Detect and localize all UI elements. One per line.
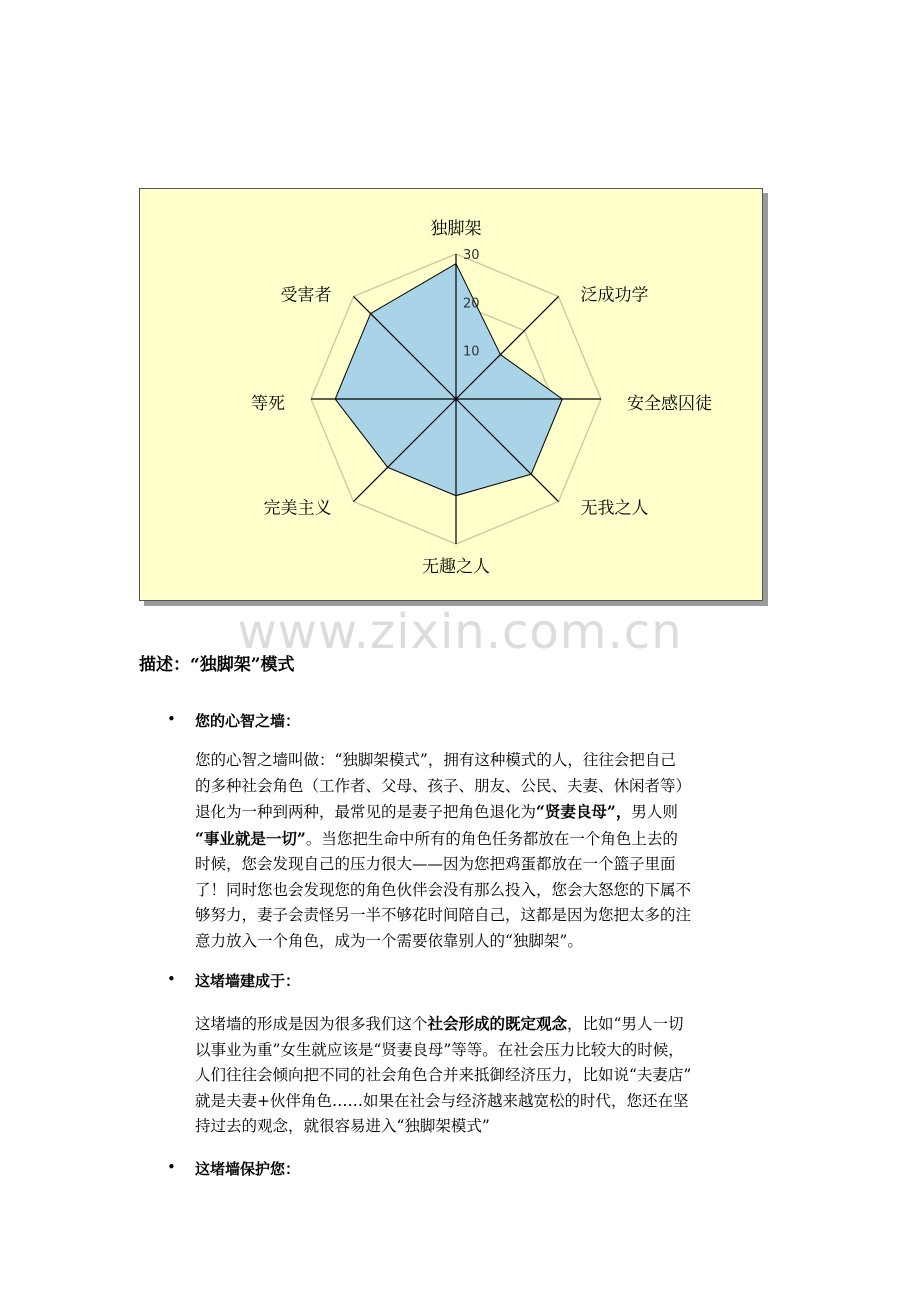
tick-label: 10 [463,344,480,360]
bold-text: “贤妻良母”， [536,802,632,821]
axis-label: 独脚架 [430,219,482,239]
axis-label: 受害者 [280,285,332,306]
section-heading: 描述：“独脚架”模式 [139,655,295,675]
axis-label: 等死 [251,394,285,414]
axis-label: 安全感囚徒 [627,394,712,414]
text-span: 时候，您会发现自己的压力很大——因为您把鸡蛋都放在一个篮子里面 [195,855,676,873]
text-span: 的多种社会角色（工作者、父母、孩子、朋友、公民、夫妻、休闲者等） [195,776,692,795]
text-span: 了！同时您也会发现您的角色伙伴会没有那么投入，您会大怒您的下属不 [195,880,692,899]
paragraph-line [195,799,785,826]
paragraph-built [195,1011,785,1140]
bullet-title-wall: • 您的心智之墙： [195,710,300,731]
text-span: 这堵墙的形成是因为很多我们这个 [195,1015,428,1033]
bold-text: “事业就是一切” [195,828,306,848]
paragraph-line [195,748,785,774]
paragraph-line [195,929,785,955]
axis-label: 无我之人 [580,498,649,519]
paragraph-line [195,903,785,929]
text-span: 以事业为重”女生就应该是“贤妻良母”等等。在社会压力比较大的时候， [195,1040,684,1059]
text-span: 您的心智之墙叫做：“独脚架模式”，拥有这种模式的人，往往会把自己 [195,751,676,769]
axis-label: 无趣之人 [422,557,490,577]
paragraph-line [195,1038,785,1064]
data-area [335,264,562,496]
radar-chart [139,188,763,601]
paragraph-line [195,1089,785,1115]
text-span: 就是夫妻+伙伴角色……如果在社会与经济越来越宽松的时代，您还在坚 [195,1091,689,1110]
paragraph-line [195,826,785,853]
text-span: 。当您把生命中所有的角色任务都放在一个角色上去的 [305,829,678,848]
text-span: 人们往往会倾向把不同的社会角色合并来抵御经济压力，比如说“夫妻店” [195,1066,692,1084]
paragraph-line [195,774,785,800]
bullet-title-protect: • 这堵墙保护您： [195,1158,300,1179]
text-span: 意力放入一个角色，成为一个需要依靠别人的“独脚架”。 [195,931,583,950]
watermark: www.zixin.com.cn [237,604,683,660]
paragraph-line [195,852,785,878]
paragraph-line [195,1063,785,1089]
paragraph-line [195,1011,785,1038]
tick-label: 30 [463,248,480,263]
axis-label: 泛成功学 [580,285,649,306]
text-span: 退化为一种到两种，最常见的是妻子把角色退化为 [195,803,537,821]
paragraph-line [195,1114,785,1140]
bold-text: 社会形成的既定观念 [427,1014,568,1033]
text-span: 够努力，妻子会责怪另一半不够花时间陪自己，这都是因为您把太多的注 [195,906,692,924]
paragraph-wall [195,748,785,954]
text-span: ，比如“男人一切 [567,1015,684,1033]
tick-label: 20 [463,296,480,312]
axis-label: 完美主义 [263,498,332,519]
paragraph-line [195,878,785,904]
text-span: 持过去的观念，就很容易进入“独脚架模式” [195,1117,490,1135]
text-span: 男人则 [631,803,678,821]
bullet-title-built: • 这堵墙建成于： [195,970,300,991]
radar-chart-svg [140,189,762,600]
